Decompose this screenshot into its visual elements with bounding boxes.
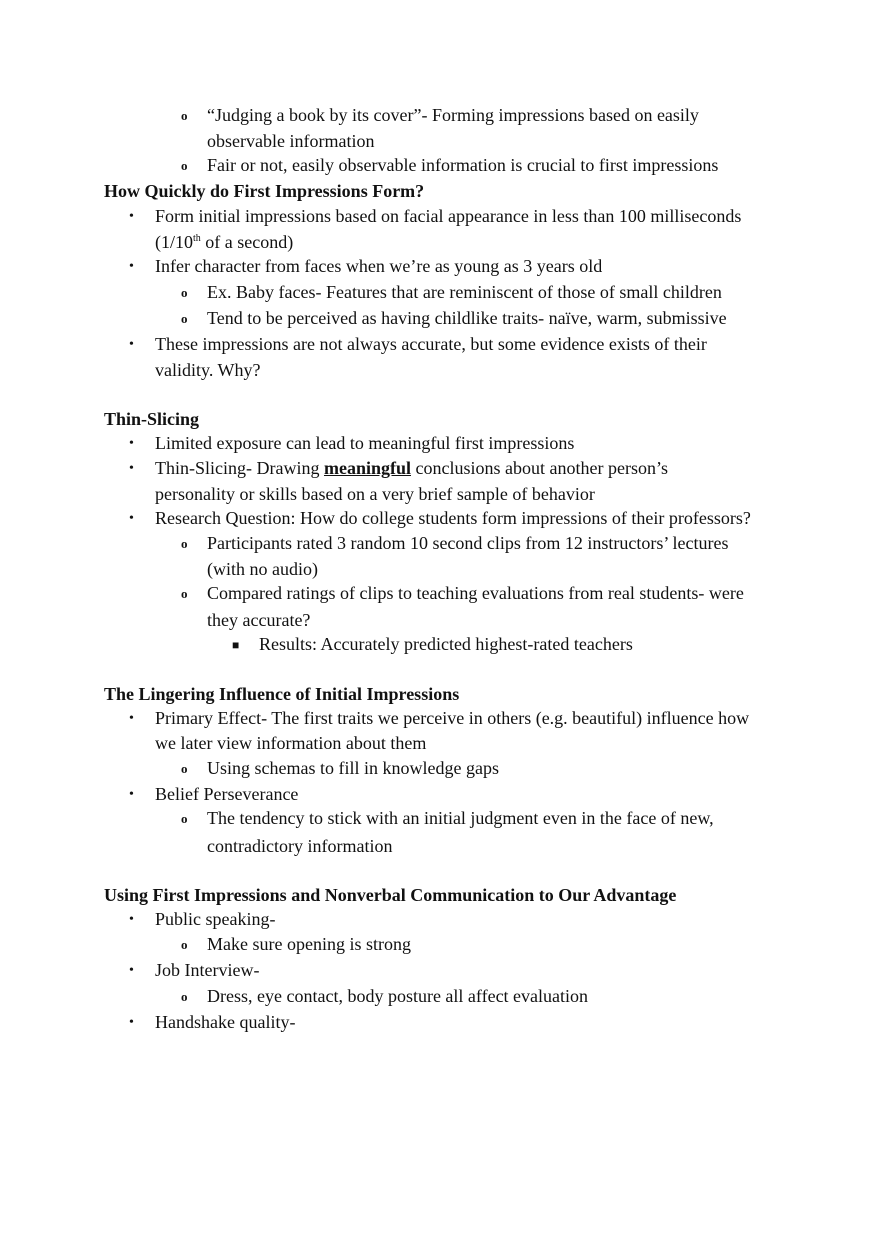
- list-item: Public speaking-: [155, 909, 276, 929]
- list-item: Primary Effect- The first traits we perceive in others (e.g. beautiful) influence how: [155, 708, 750, 728]
- list-item-continuation: personality or skills based on a very brief sample of behavior: [155, 484, 595, 504]
- bullet-marker: •: [129, 337, 134, 352]
- text-fragment: (1/10: [155, 232, 193, 252]
- sub-bullet-marker: o: [181, 285, 188, 300]
- list-item: The tendency to stick with an initial judgment even in the face of new,: [207, 808, 714, 828]
- list-item: These impressions are not always accurate, but some evidence exists of their: [155, 334, 707, 354]
- emphasized-word: meaningful: [323, 458, 411, 478]
- sub-bullet-marker: o: [181, 158, 188, 173]
- bullet-marker: •: [129, 461, 134, 476]
- list-item-continuation: we later view information about them: [155, 733, 427, 753]
- list-item-continuation: contradictory information: [207, 836, 393, 856]
- list-item: Make sure opening is strong: [207, 934, 411, 954]
- bullet-marker: •: [129, 209, 134, 224]
- bullet-marker: •: [129, 787, 134, 802]
- sub-bullet-marker: o: [181, 311, 188, 326]
- list-item: Using schemas to fill in knowledge gaps: [207, 758, 499, 778]
- text-fragment: of a second): [200, 232, 294, 252]
- list-item-continuation: they accurate?: [207, 610, 311, 630]
- sub-bullet-marker: o: [181, 108, 188, 123]
- bullet-marker: •: [129, 259, 134, 274]
- bullet-marker: •: [129, 963, 134, 978]
- list-item-continuation: validity. Why?: [155, 360, 261, 380]
- section-heading: How Quickly do First Impressions Form?: [104, 181, 425, 201]
- text-fragment: Thin-Slicing- Drawing: [155, 458, 324, 478]
- list-item: Participants rated 3 random 10 second clips from 12 instructors’ lectures: [207, 533, 729, 553]
- sub-bullet-marker: o: [181, 761, 188, 776]
- text-fragment: conclusions about another person’s: [411, 458, 668, 478]
- list-item: Limited exposure can lead to meaningful first impressions: [155, 433, 575, 453]
- bullet-marker: •: [129, 711, 134, 726]
- list-item: Research Question: How do college students form impressions of their professors?: [155, 508, 751, 528]
- bullet-marker: •: [129, 912, 134, 927]
- list-item: Form initial impressions based on facial appearance in less than 100 milliseconds: [155, 206, 742, 226]
- list-item: Results: Accurately predicted highest-rated teachers: [259, 634, 633, 654]
- list-item-continuation: [155, 231, 293, 253]
- list-item: Belief Perseverance: [155, 784, 299, 804]
- list-item: Tend to be perceived as having childlike traits- naïve, warm, submissive: [207, 308, 727, 328]
- section-heading: Using First Impressions and Nonverbal Communication to Our Advantage: [104, 885, 677, 905]
- sub-bullet-marker: o: [181, 811, 188, 826]
- sub-bullet-marker: o: [181, 937, 188, 952]
- list-item: Ex. Baby faces- Features that are reminiscent of those of small children: [207, 282, 722, 302]
- list-item: Job Interview-: [155, 960, 260, 980]
- list-item: “Judging a book by its cover”- Forming impressions based on easily: [207, 105, 699, 125]
- list-item-continuation: observable information: [207, 131, 375, 151]
- bullet-marker: •: [129, 436, 134, 451]
- sub-bullet-marker: o: [181, 989, 188, 1004]
- list-item: Dress, eye contact, body posture all affect evaluation: [207, 986, 589, 1006]
- sub-bullet-marker: o: [181, 536, 188, 551]
- list-item: Fair or not, easily observable information is crucial to first impressions: [207, 155, 719, 175]
- sub-bullet-marker: o: [181, 586, 188, 601]
- sub-sub-bullet-marker: ■: [232, 638, 240, 652]
- list-item: [155, 457, 668, 479]
- list-item: Infer character from faces when we’re as young as 3 years old: [155, 256, 603, 276]
- bullet-marker: •: [129, 511, 134, 526]
- section-heading: Thin-Slicing: [104, 409, 200, 429]
- list-item: Handshake quality-: [155, 1012, 296, 1032]
- list-item-continuation: (with no audio): [207, 559, 318, 579]
- superscript: th: [193, 233, 201, 244]
- section-heading: The Lingering Influence of Initial Impressions: [104, 684, 460, 704]
- bullet-marker: •: [129, 1015, 134, 1030]
- list-item: Compared ratings of clips to teaching evaluations from real students- were: [207, 583, 744, 603]
